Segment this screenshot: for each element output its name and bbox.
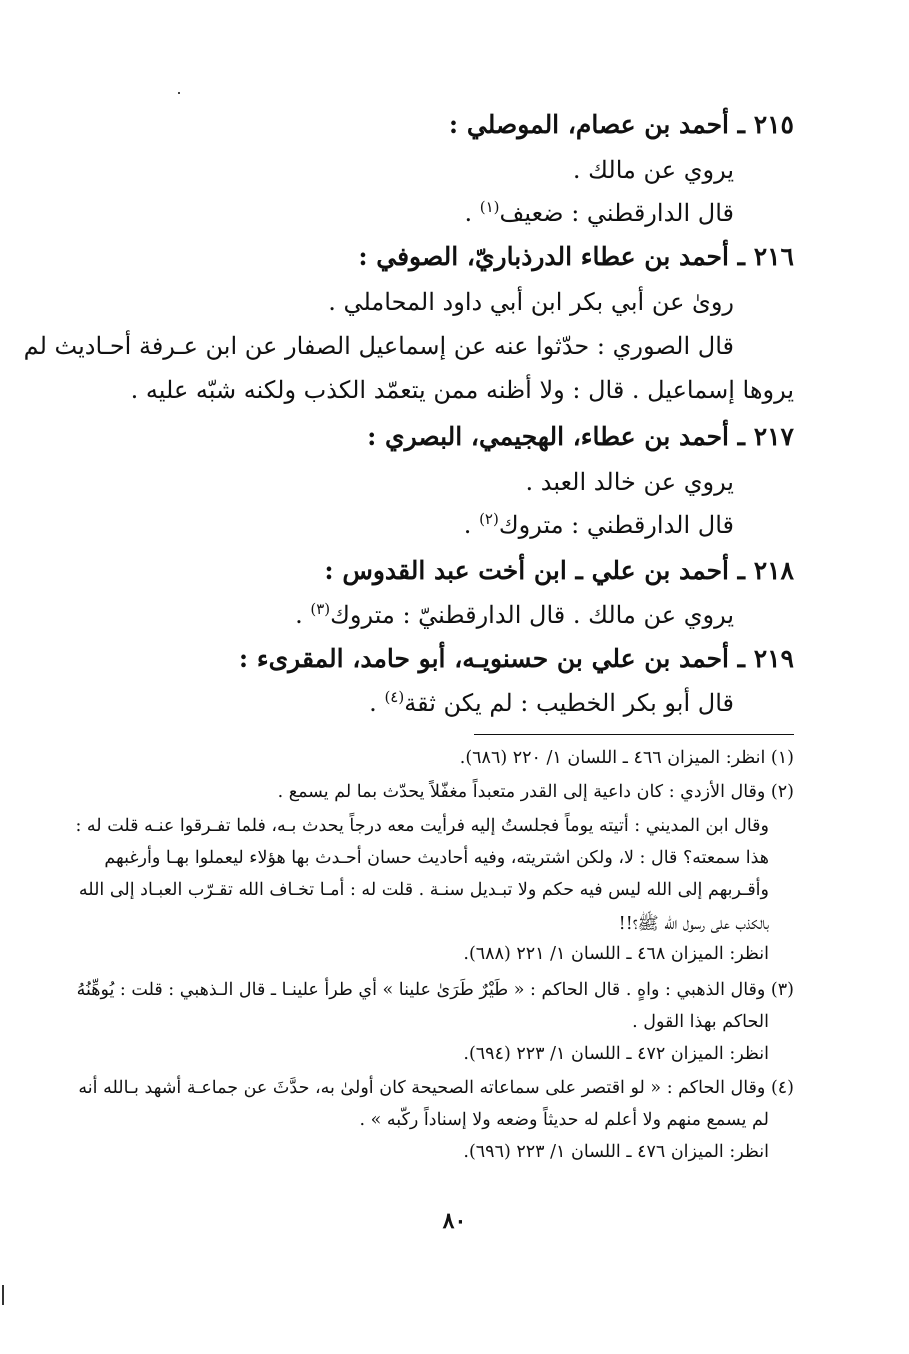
entry-217-heading: ٢١٧ ـ أحمد بن عطاء، الهجيمي، البصري :	[367, 422, 794, 451]
entry-219-text: قال أبو بكر الخطيب : لم يكن ثقة	[404, 689, 734, 717]
footnote-3-line-2: الحاكم بهذا القول .	[632, 1012, 769, 1032]
entry-217-line-2	[60, 510, 734, 539]
footnote-4-line-1: (٤) وقال الحاكم : « لو اقتصر على سماعاته الصحيحة كان أولىٰ به، حدَّثَ عن جماعـة أشهد بـالله أنه	[78, 1078, 794, 1098]
entry-215-heading: ٢١٥ ـ أحمد بن عصام، الموصلي :	[448, 110, 794, 139]
scan-edge-mark	[2, 1285, 4, 1305]
entry-218-heading: ٢١٨ ـ أحمد بن علي ـ ابن أخت عبد القدوس :	[324, 556, 794, 585]
entry-218-text: يروي عن مالك . قال الدارقطنيّ : متروك	[330, 601, 734, 629]
footnote-2-line-3: هذا سمعته؟ قال : لا، ولكن اشتريته، وفيه أحاديث حسان أحـدث بها هؤلاء ليعملوا بهـا وأرغبهم	[104, 848, 769, 868]
footnote-2-line-2: وقال ابن المديني : أتيته يوماً فجلستُ إليه فرأيت معه درجاً يحدث بـه، فلما تفـرقوا عنـه قلت له :	[75, 816, 769, 836]
footnote-separator	[474, 734, 794, 735]
footnote-ref-1[interactable]: (١)	[479, 198, 500, 216]
entry-216-line-1: روىٰ عن أبي بكر ابن أبي داود المحاملي .	[328, 288, 734, 316]
entry-215-end: .	[464, 199, 480, 227]
entry-216-line-3: يروها إسماعيل . قال : ولا أظنه ممن يتعمّد الكذب ولكنه شبّه عليه .	[130, 376, 794, 404]
entry-219-line-1	[60, 688, 734, 717]
footnote-3-line-3: انظر: الميزان ٤٧٢ ـ اللسان ١/ ٢٢٣ (٦٩٤).	[463, 1044, 769, 1064]
entry-217-line-1: يروي عن خالد العبد .	[525, 468, 734, 496]
footnote-3-line-1: (٣) وقال الذهبي : واهٍ . قال الحاكم : « طَيْرٌ طَرَىٰ علينا » أي طرأ علينـا ـ قال الـذهبي : قلت : يُوهِّنُهُ	[76, 980, 794, 1000]
footnote-2-line-1: (٢) وقال الأزدي : كان داعية إلى القدر متعبداً مغفّلاً يحدّث بما لم يسمع .	[277, 782, 794, 802]
footnote-ref-2[interactable]: (٢)	[479, 510, 499, 528]
entry-219-end: .	[369, 689, 385, 717]
entry-217-text: قال الدارقطني : متروك	[498, 511, 734, 539]
entry-216-line-2: قال الصوري : حدّثوا عنه عن إسماعيل الصفار عن ابن عـرفة أحـاديث لم	[23, 332, 734, 360]
entry-218-end: .	[295, 601, 311, 629]
entry-215-text: قال الدارقطني : ضعيف	[499, 199, 734, 227]
entry-215-line-2	[60, 198, 734, 227]
entry-217-end: .	[463, 511, 480, 539]
entry-215-line-1: يروي عن مالك .	[572, 156, 734, 184]
footnote-2-line-6: انظر: الميزان ٤٦٨ ـ اللسان ١/ ٢٢١ (٦٨٨).	[463, 944, 769, 964]
scan-speck	[178, 92, 180, 94]
footnote-ref-3[interactable]: (٣)	[310, 600, 331, 618]
footnote-4-line-2: لم يسمع منهم ولا أعلم له حديثاً وضعه ولا إسناداً ركّبه » .	[359, 1110, 769, 1130]
footnote-ref-4[interactable]: (٤)	[384, 688, 405, 706]
footnote-2-line-4: وأقـربهم إلى الله ليس فيه حكم ولا تبـديل سنـة . قلت له : أمـا تخـاف الله تقـرّب العبـاد إلى الله	[78, 880, 769, 900]
footnote-1: (١) انظر: الميزان ٤٦٦ ـ اللسان ١/ ٢٢٠ (٦٨٦).	[459, 748, 794, 768]
footnote-4-line-3: انظر: الميزان ٤٧٦ ـ اللسان ١/ ٢٢٣ (٦٩٦).	[463, 1142, 769, 1162]
entry-219-heading: ٢١٩ ـ أحمد بن علي بن حسنويـه، أبو حامد، المقرىء :	[238, 644, 794, 673]
page-number: ٨٠	[442, 1208, 467, 1234]
entry-218-line-1	[60, 600, 734, 629]
footnote-2-line-5: بالكذب على رسول الله ﷺ؟!!	[618, 914, 769, 934]
entry-216-heading: ٢١٦ ـ أحمد بن عطاء الدرذباريّ، الصوفي :	[358, 242, 794, 271]
